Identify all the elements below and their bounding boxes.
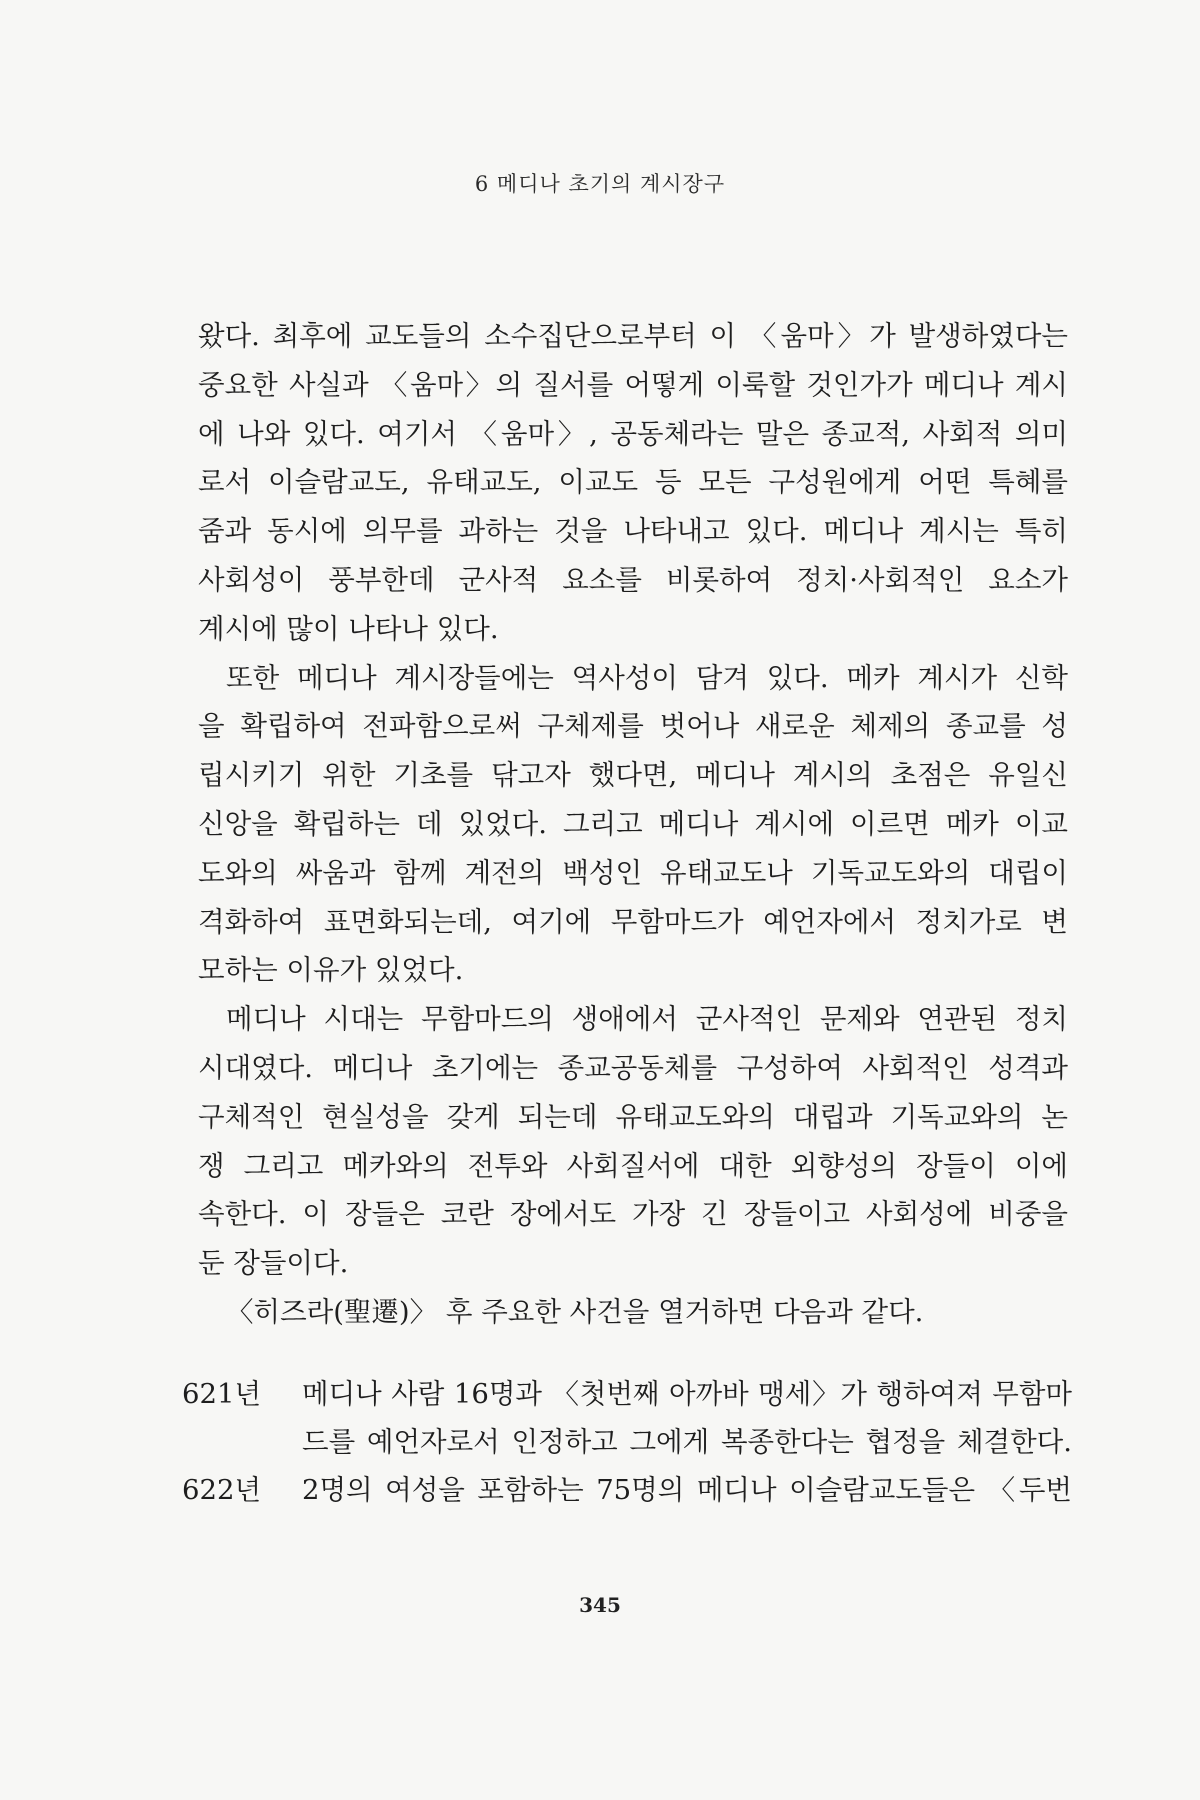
- entry-year: 622년: [182, 1474, 262, 1506]
- text-line: 속한다. 이 장들은 코란 장에서도 가장 긴 장들이고 사회성에 비중을: [198, 1198, 1068, 1231]
- text-line: 에 나와 있다. 여기서 〈움마〉, 공동체라는 말은 종교적, 사회적 의미: [198, 417, 1068, 450]
- text-line: 도와의 싸움과 함께 계전의 백성인 유태교도나 기독교도와의 대립이: [198, 856, 1068, 889]
- entry-text: [302, 1370, 1072, 1466]
- text-line: 중요한 사실과 〈움마〉의 질서를 어떻게 이룩할 것인가가 메디나 계시: [198, 368, 1068, 401]
- text-line: 쟁 그리고 메카와의 전투와 사회질서에 대한 외향성의 장들이 이에: [198, 1149, 1068, 1182]
- text-line: 2명의 여성을 포함하는 75명의 메디나 이슬람교도들은 〈두번: [302, 1474, 1072, 1506]
- chronology-entry: [182, 1466, 1072, 1514]
- text-line: 신앙을 확립하는 데 있었다. 그리고 메디나 계시에 이르면 메카 이교: [198, 807, 1068, 840]
- text-line: 〈히즈라(聖遷)〉 후 주요한 사건을 열거하면 다음과 같다.: [226, 1295, 924, 1328]
- running-head: 6 메디나 초기의 계시장구: [474, 172, 726, 196]
- text-line: 드를 예언자로서 인정하고 그에게 복종한다는 협정을 체결한다.: [302, 1426, 1072, 1458]
- chronology-entry: [182, 1370, 1072, 1466]
- text-line: 을 확립하여 전파함으로써 구체제를 벗어나 새로운 체제의 종교를 성: [198, 710, 1068, 743]
- body-text: [198, 312, 1068, 1337]
- text-line: 구체적인 현실성을 갖게 되는데 유태교도와의 대립과 기독교와의 논: [198, 1100, 1068, 1133]
- entry-text: [302, 1466, 1072, 1514]
- text-line: 메디나 시대는 무함마드의 생애에서 군사적인 문제와 연관된 정치: [226, 1003, 1068, 1036]
- page-number: 345: [579, 1593, 621, 1617]
- text-line: 로서 이슬람교도, 유태교도, 이교도 등 모든 구성원에게 어떤 특혜를: [198, 466, 1068, 499]
- text-line: 사회성이 풍부한데 군사적 요소를 비롯하여 정치·사회적인 요소가: [198, 563, 1068, 596]
- text-line: 격화하여 표면화되는데, 여기에 무함마드가 예언자에서 정치가로 변: [198, 905, 1068, 938]
- text-line: 메디나 사람 16명과 〈첫번째 아까바 맹세〉가 행하여져 무함마: [302, 1378, 1072, 1410]
- text-line: 계시에 많이 나타나 있다.: [198, 612, 499, 645]
- entry-year: 621년: [182, 1378, 262, 1410]
- text-line: 둔 장들이다.: [198, 1247, 349, 1280]
- text-line: 시대였다. 메디나 초기에는 종교공동체를 구성하여 사회적인 성격과: [198, 1051, 1068, 1084]
- text-line: 립시키기 위한 기초를 닦고자 했다면, 메디나 계시의 초점은 유일신: [198, 759, 1068, 792]
- text-line: 줌과 동시에 의무를 과하는 것을 나타내고 있다. 메디나 계시는 특히: [198, 515, 1068, 548]
- text-line: 왔다. 최후에 교도들의 소수집단으로부터 이 〈움마〉가 발생하였다는: [198, 320, 1068, 352]
- text-line: 모하는 이유가 있었다.: [198, 954, 464, 987]
- chronology-list: [182, 1370, 1072, 1514]
- text-line: 또한 메디나 계시장들에는 역사성이 담겨 있다. 메카 계시가 신학: [226, 661, 1068, 694]
